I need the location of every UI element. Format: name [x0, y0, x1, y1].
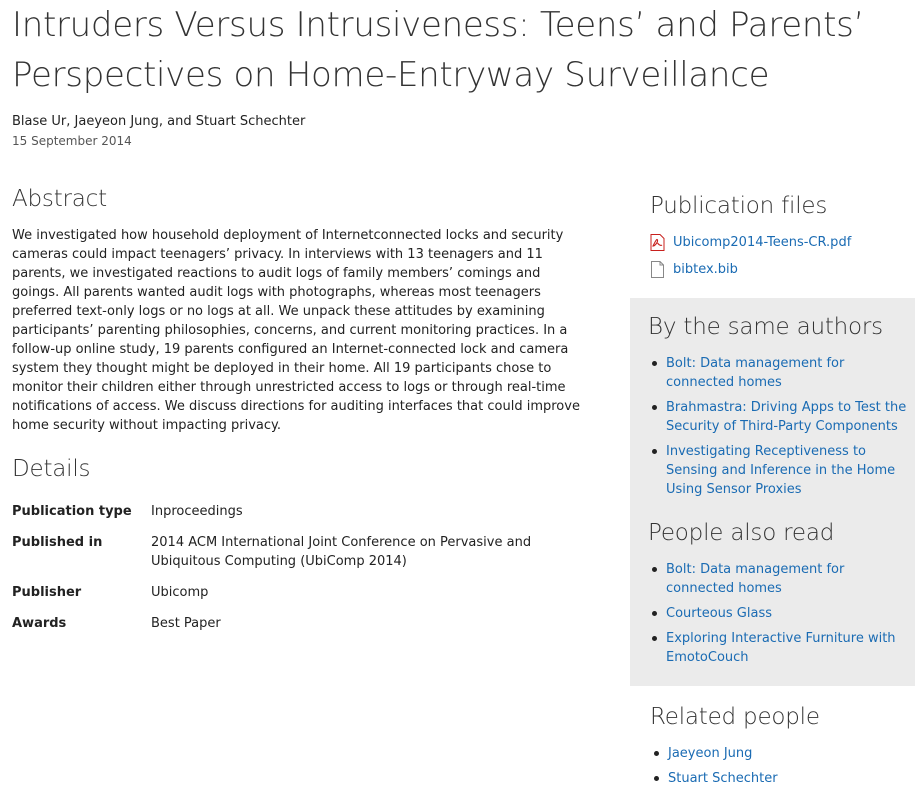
details-label: Publication type: [12, 504, 132, 519]
details-heading: Details: [12, 456, 91, 482]
details-value: Best Paper: [151, 616, 221, 631]
list-item: [648, 560, 910, 598]
person-link[interactable]: Stuart Schechter: [668, 771, 778, 786]
same-author-link[interactable]: Investigating Receptiveness to Sensing and Inference in the Home Using Sensor Proxies: [666, 444, 896, 497]
also-read-link[interactable]: Courteous Glass: [666, 606, 773, 621]
bib-file-link[interactable]: [650, 261, 738, 278]
list-item: [648, 629, 910, 667]
list-item: [648, 354, 910, 392]
list-item: [648, 604, 910, 623]
abstract-heading: Abstract: [12, 186, 107, 212]
details-label: Published in: [12, 535, 103, 550]
page-title: Intruders Versus Intrusiveness: Teens’ and Parents’ Perspectives on Home-Entryway Surveillance: [12, 5, 865, 95]
list-item: [648, 398, 910, 436]
list-item: [650, 769, 912, 788]
file-name: bibtex.bib: [673, 262, 738, 277]
also-read-heading: People also read: [648, 520, 835, 546]
details-label: Publisher: [12, 585, 82, 600]
publication-files-heading: Publication files: [650, 193, 828, 219]
also-read-link[interactable]: Bolt: Data management for connected homes: [666, 562, 845, 596]
details-value: Inproceedings: [151, 504, 243, 519]
also-read-list: [648, 560, 910, 673]
same-authors-heading: By the same authors: [648, 314, 883, 340]
details-label: Awards: [12, 616, 67, 631]
details-value: Ubicomp: [151, 585, 209, 600]
publication-date: 15 September 2014: [12, 134, 132, 148]
also-read-link[interactable]: Exploring Interactive Furniture with EmotoCouch: [666, 631, 896, 665]
pdf-file-icon: [650, 234, 665, 251]
same-author-link[interactable]: Brahmastra: Driving Apps to Test the Security of Third-Party Components: [666, 400, 907, 434]
person-link[interactable]: Jaeyeon Jung: [668, 746, 753, 761]
related-people-list: [650, 744, 912, 794]
same-author-link[interactable]: Bolt: Data management for connected homes: [666, 356, 845, 390]
abstract-text: We investigated how household deployment of Internetconnected locks and security cameras could impact teenagers’ privacy. In interviews with 13 teenagers and 11 parents, we investigated reactions to audit logs of family members’ comings and goings. All parents wanted audit logs with photographs, whereas most teenagers preferred text-only logs or no logs at all. We unpack these attitudes by examining participants’ parenting philosophies, concerns, and current monitoring practices. In a follow-up online study, 19 parents configured an Internet-connected lock and camera system they thought might be deployed in their home. All 19 participants chose to monitor their children either through unrestricted access to logs or through real-time notifications of access. We discuss directions for auditing interfaces that could improve home security without impacting privacy.: [12, 228, 580, 433]
list-item: [650, 744, 912, 763]
list-item: [648, 442, 910, 499]
related-people-heading: Related people: [650, 704, 820, 730]
author-list: Blase Ur, Jaeyeon Jung, and Stuart Schechter: [12, 114, 306, 129]
details-value: 2014 ACM International Joint Conference on Pervasive and Ubiquitous Computing (UbiComp 2014): [151, 535, 532, 569]
same-authors-list: [648, 354, 910, 505]
file-name: Ubicomp2014-Teens-CR.pdf: [673, 235, 852, 250]
document-file-icon: [650, 261, 665, 278]
pdf-file-link[interactable]: [650, 234, 851, 251]
